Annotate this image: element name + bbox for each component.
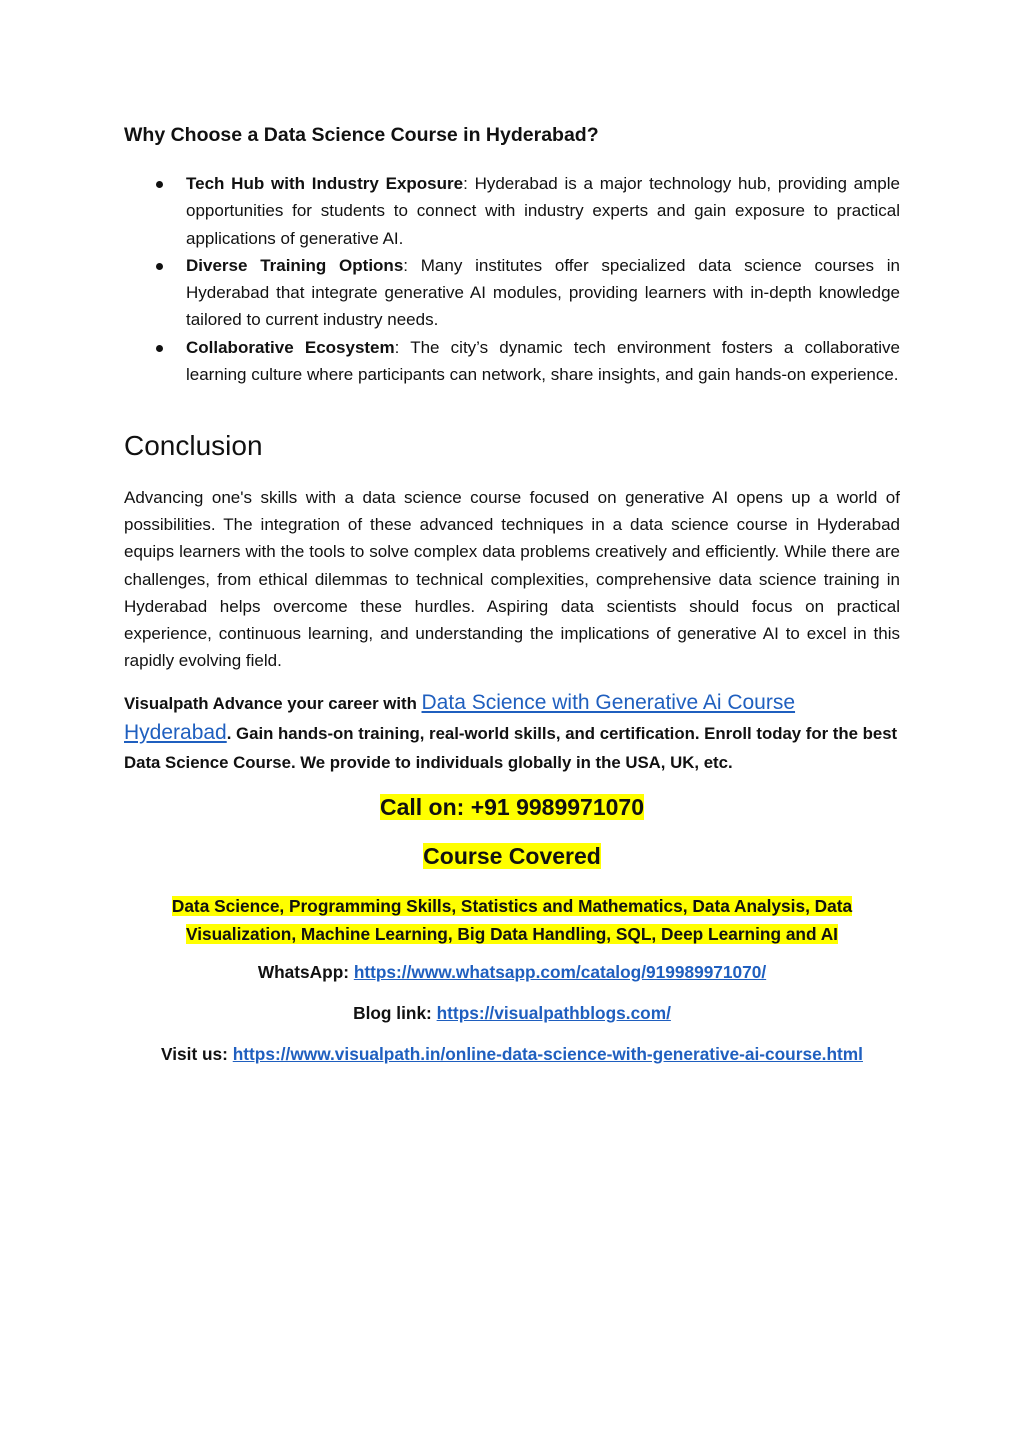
course-list-line-2: Visualization, Machine Learning, Big Data Handling, SQL, Deep Learning and AI xyxy=(186,923,838,944)
call-line xyxy=(124,794,900,821)
course-covered-text: Course Covered xyxy=(423,843,601,869)
bullet-term: Tech Hub with Industry Exposure xyxy=(186,174,464,193)
course-link[interactable]: Data Science with Generative Ai Course Hyderabad xyxy=(124,691,796,744)
bullet-icon xyxy=(156,345,163,352)
visit-link[interactable]: https://www.visualpath.in/online-data-science-with-generative-ai-course.html xyxy=(232,1044,863,1064)
bullet-item xyxy=(124,170,900,252)
bullet-text: : Hyderabad is a major technology hub, providing ample opportunities for students to connect with industry experts and gain exposure to practical applications of generative AI. xyxy=(186,174,900,248)
whatsapp-link[interactable]: https://www.whatsapp.com/catalog/919989971070/ xyxy=(353,962,767,982)
visit-line xyxy=(124,1044,900,1065)
conclusion-paragraph: Advancing one's skills with a data science course focused on generative AI opens up a world of possibilities. The integration of these advanced techniques in a data science course in Hyderabad equips learners with the tools to solve complex data problems creatively and efficiently. While there are challenges, from ethical dilemmas to technical complexities, comprehensive data science training in Hyderabad helps overcome these hurdles. Aspiring data scientists should focus on practical experience, continuous learning, and understanding the implications of generative AI to excel in this rapidly evolving field. xyxy=(124,488,900,671)
course-list-line-1: Data Science, Programming Skills, Statistics and Mathematics, Data Analysis, Data xyxy=(171,896,853,916)
bullet-icon xyxy=(156,181,163,188)
bullet-term: Diverse Training Options xyxy=(186,255,404,275)
bullet-icon xyxy=(156,263,163,270)
whatsapp-label: WhatsApp: xyxy=(257,962,354,982)
bullet-text: : Many institutes offer specialized data science courses in Hyderabad that integrate generative AI modules, providing learners with in-depth knowledge tailored to current industry needs. xyxy=(186,255,900,330)
promo-paragraph xyxy=(124,688,900,777)
course-covered-heading xyxy=(124,843,900,870)
blog-line xyxy=(124,1003,900,1024)
promo-lead: Visualpath Advance your career with xyxy=(124,694,422,713)
promo-tail: . Gain hands-on training, real-world skills, and certification. Enroll today for the best Data Science Course. We provide to individuals globally in the USA, UK, etc. xyxy=(124,724,898,772)
whatsapp-line xyxy=(124,962,900,983)
bullet-text: : The city’s dynamic tech environment fosters a collaborative learning culture where participants can network, share insights, and gain hands-on experience. xyxy=(186,337,900,385)
bullet-item xyxy=(124,334,900,389)
bullet-item xyxy=(124,252,900,334)
course-list xyxy=(124,893,900,948)
call-text: Call on: +91 9989971070 xyxy=(379,794,645,820)
bullet-list xyxy=(124,170,900,388)
section-heading: Why Choose a Data Science Course in Hyderabad? xyxy=(124,124,599,146)
blog-link[interactable]: https://visualpathblogs.com/ xyxy=(436,1003,671,1023)
conclusion-heading: Conclusion xyxy=(124,430,263,461)
visit-label: Visit us: xyxy=(161,1044,233,1064)
blog-label: Blog link: xyxy=(353,1003,437,1023)
bullet-term: Collaborative Ecosystem xyxy=(186,337,395,357)
